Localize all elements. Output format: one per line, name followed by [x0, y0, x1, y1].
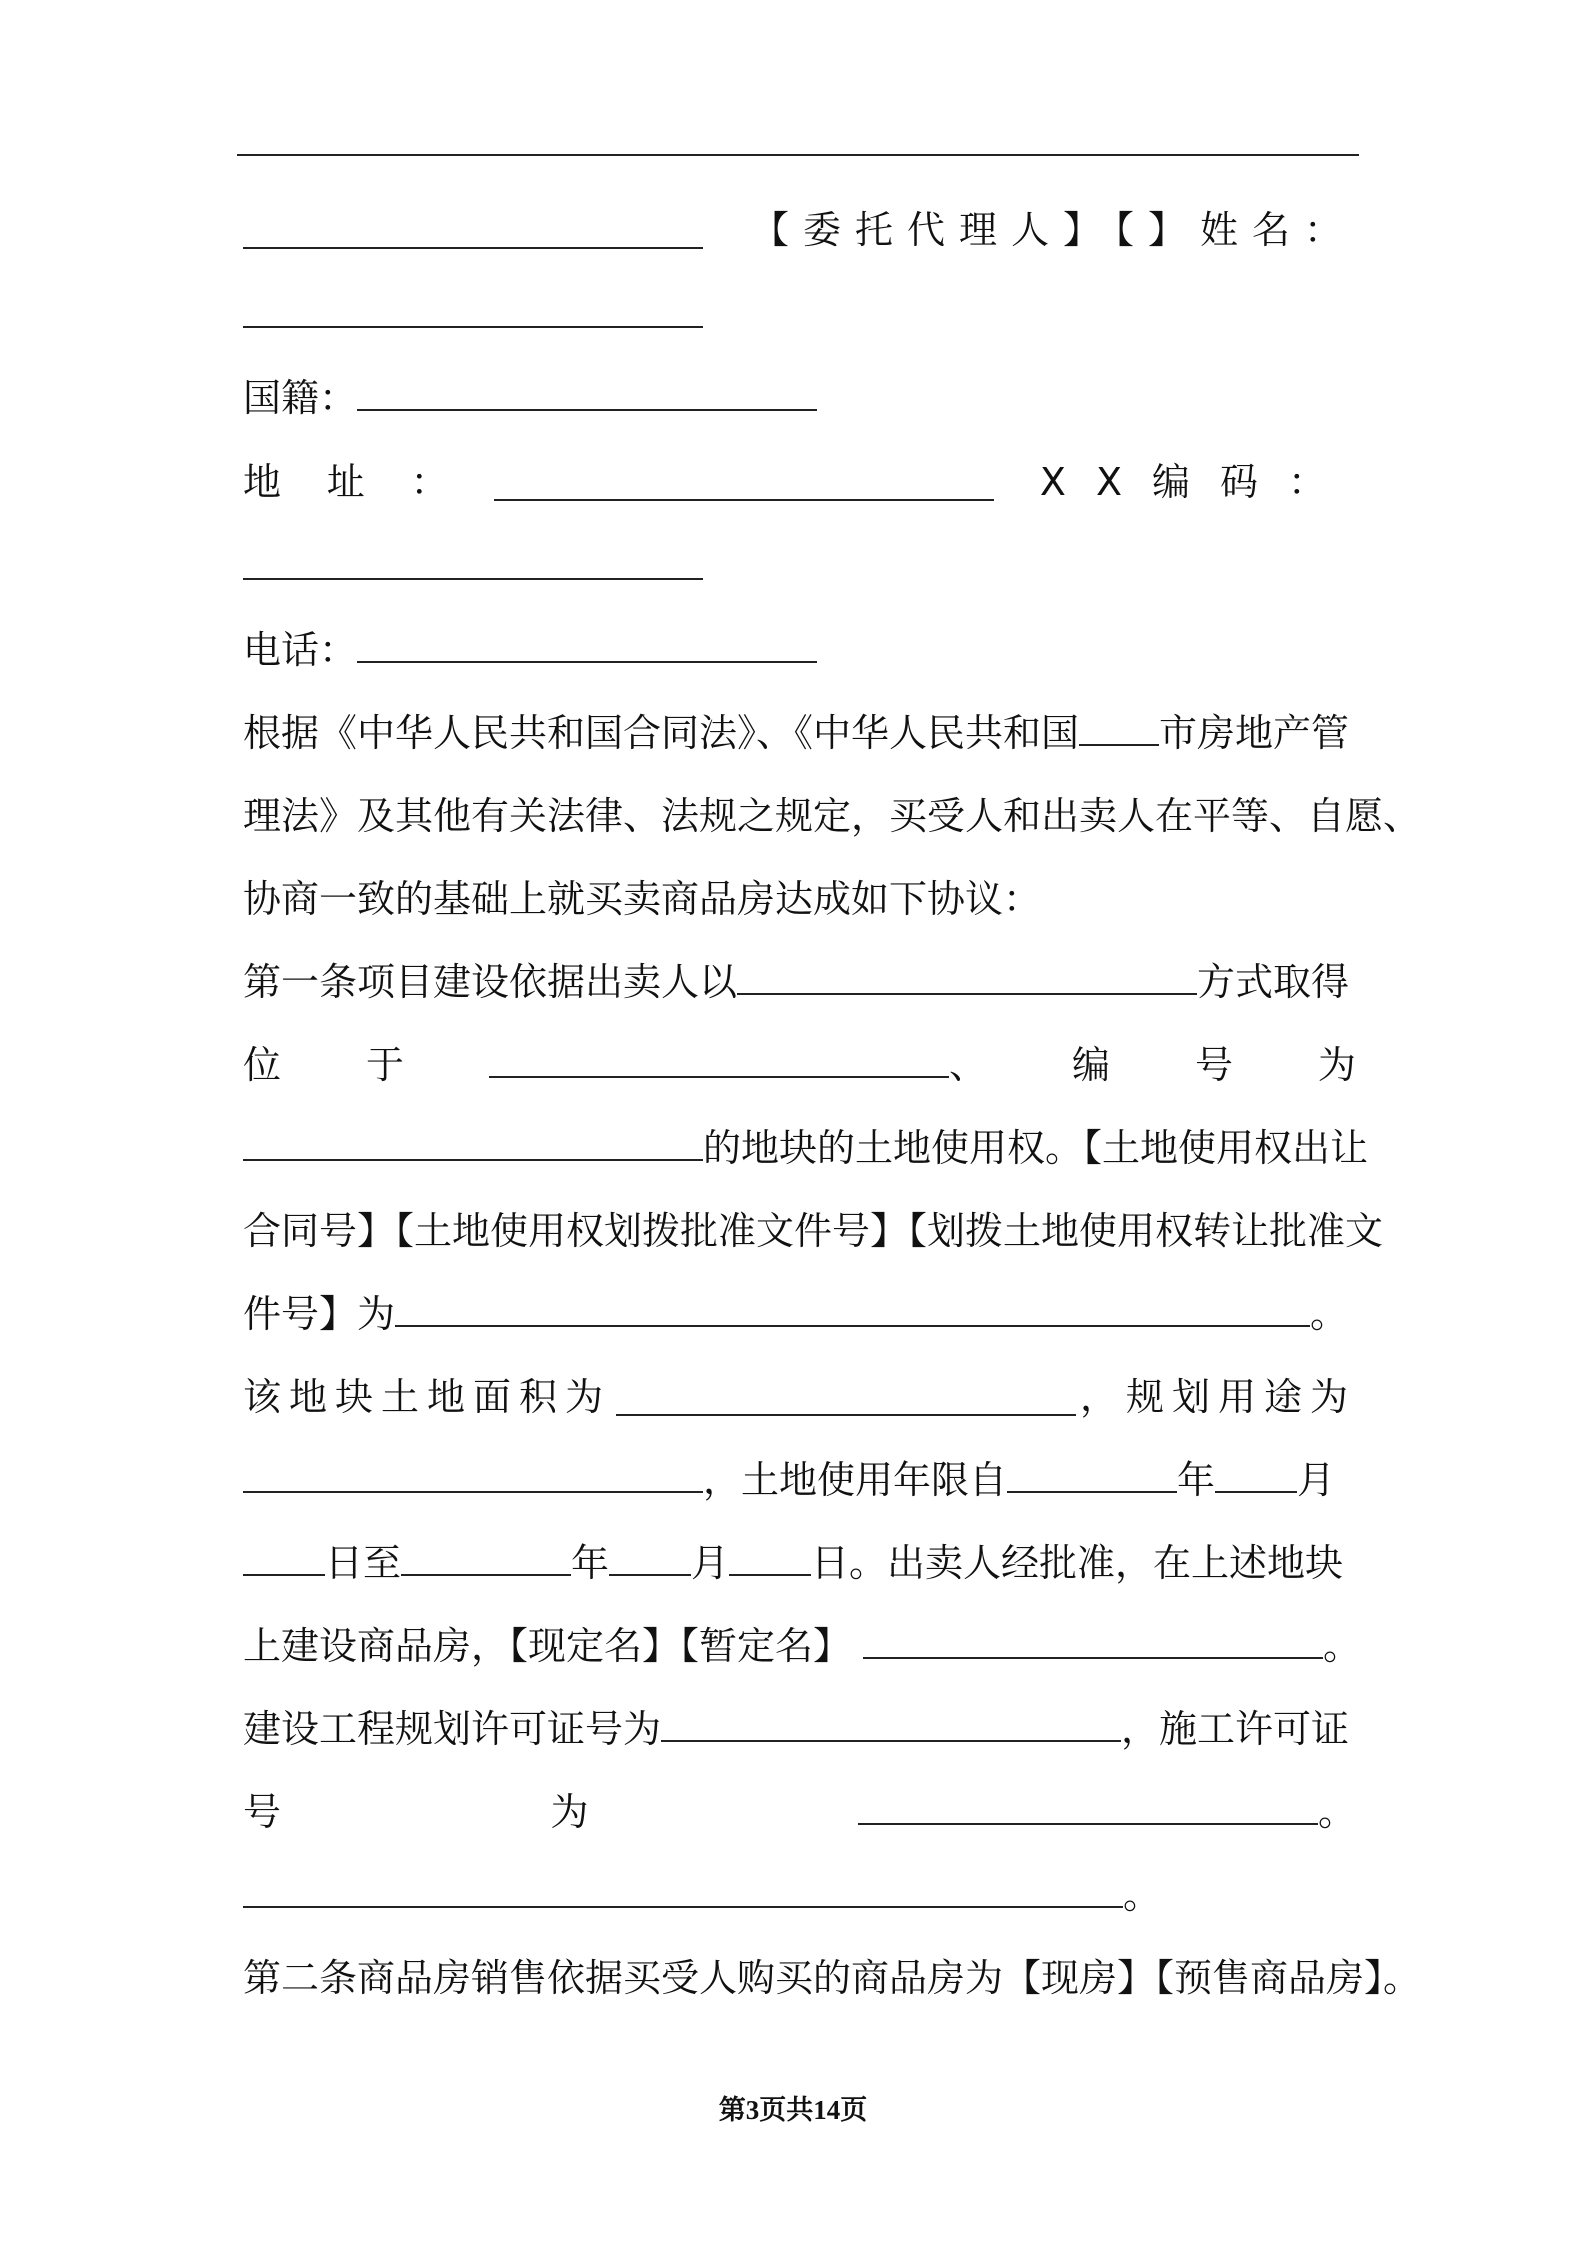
article1-line-7 — [243, 1450, 1356, 1510]
zip-label: XX编码： — [1039, 460, 1356, 504]
end-year-blank[interactable] — [401, 1538, 571, 1576]
article1-text-8b: 日。出卖人经批准，在上述地块 — [811, 1541, 1344, 1585]
location-blank[interactable] — [489, 1040, 949, 1078]
article1-heading: 第一条项目建设依据出卖人以 — [243, 960, 738, 1004]
land-area-blank[interactable] — [616, 1378, 1076, 1416]
end-month-blank[interactable] — [609, 1538, 691, 1576]
construction-permit-label: ，施工许可证 — [1121, 1707, 1350, 1751]
preamble-line-1 — [243, 703, 1356, 763]
continuation-blank[interactable] — [243, 1870, 1123, 1908]
agent-name-blank[interactable] — [243, 290, 703, 328]
agent-blank[interactable] — [243, 211, 703, 249]
preamble-text-3: 协商一致的基础上就买卖商品房达成如下协议： — [243, 877, 1042, 921]
start-day-blank[interactable] — [243, 1538, 325, 1576]
preamble-line-3 — [243, 869, 1356, 929]
article2-line-1 — [243, 1948, 1422, 2008]
period-mark: 。 — [1323, 1624, 1362, 1668]
planning-permit-blank[interactable] — [661, 1704, 1121, 1742]
zip-blank[interactable] — [243, 542, 703, 580]
article1-text-3: 的地块的土地使用权。【土地使用权出让 — [703, 1126, 1369, 1170]
nationality-line — [243, 368, 1356, 428]
project-name-blank[interactable] — [863, 1621, 1323, 1659]
construction-permit-blank[interactable] — [858, 1787, 1318, 1825]
phone-blank[interactable] — [357, 625, 817, 663]
phone-line — [243, 620, 1356, 680]
period-mark: 。 — [1310, 1292, 1349, 1336]
month-char-2: 月 — [691, 1541, 730, 1585]
text-wei2: 为 — [1317, 1043, 1356, 1087]
address-char-3: ： — [410, 460, 449, 504]
address-line — [243, 452, 1356, 512]
header-rule — [237, 154, 1359, 156]
parcel-number-blank[interactable] — [243, 1123, 703, 1161]
planning-permit-label: 建设工程规划许可证号为 — [243, 1707, 662, 1751]
year-char-1: 年 — [1177, 1458, 1216, 1502]
text-wei-3: 为 — [550, 1790, 589, 1834]
text-yu: 于 — [365, 1043, 404, 1087]
address-blank[interactable] — [494, 463, 994, 501]
year-char-2: 年 — [571, 1541, 610, 1585]
nationality-blank[interactable] — [357, 373, 817, 411]
period-mark: 。 — [1317, 1790, 1356, 1834]
contract-number-blank[interactable] — [395, 1289, 1310, 1327]
preamble-text-2: 理法》及其他有关法律、法规之规定，买受人和出卖人在平等、自愿、 — [243, 794, 1422, 838]
address-char-2: 址 — [326, 460, 365, 504]
article1-text-5a: 件号】为 — [243, 1292, 396, 1336]
acquire-method-blank[interactable] — [737, 957, 1197, 995]
location-group — [489, 1035, 987, 1095]
start-month-blank[interactable] — [1215, 1455, 1297, 1493]
article1-line-11 — [243, 1782, 1356, 1842]
text-comma: 、 — [948, 1043, 987, 1087]
article1-line-3 — [243, 1118, 1369, 1178]
land-term-label: ，土地使用年限自 — [703, 1458, 1008, 1502]
page-number: 第3页共14页 — [718, 2095, 868, 2125]
text-hao: 号 — [1194, 1043, 1233, 1087]
address-char-1: 地 — [243, 460, 282, 504]
article1-line-4 — [243, 1201, 1384, 1261]
article1-text-1b: 方式取得 — [1197, 960, 1350, 1004]
article1-line-10 — [243, 1699, 1356, 1759]
agent-line — [243, 200, 1356, 260]
construction-permit-group — [858, 1782, 1356, 1842]
article1-text-4: 合同号】【土地使用权划拨批准文件号】【划拨土地使用权转让批准文 — [243, 1209, 1384, 1253]
text-wei: 位 — [243, 1043, 282, 1087]
article1-line-6 — [243, 1367, 1356, 1427]
text-hao-2: 号 — [243, 1790, 282, 1834]
phone-label: 电话： — [243, 628, 358, 672]
preamble-text-1b: 市房地产管 — [1159, 711, 1350, 755]
city-blank[interactable] — [1079, 708, 1159, 746]
article1-line-1 — [243, 952, 1356, 1012]
nationality-label: 国籍： — [243, 376, 358, 420]
agent-name-line — [243, 285, 1356, 345]
preamble-line-2 — [243, 786, 1422, 846]
article2-heading: 第二条商品房销售依据买受人购买的商品房为【现房】【预售商品房】。 — [243, 1956, 1422, 2000]
article1-line-12 — [243, 1865, 1356, 1925]
land-area-label: 该地块土地面积为 — [243, 1375, 612, 1419]
article1-line-9 — [243, 1616, 1362, 1676]
preamble-text-1a: 根据《中华人民共和国合同法》、《中华人民共和国 — [243, 711, 1080, 755]
article1-line-2 — [243, 1035, 1356, 1095]
agent-label: 【委托代理人】【】姓名： — [750, 208, 1356, 252]
article1-line-8 — [243, 1533, 1356, 1593]
article1-line-5 — [243, 1284, 1356, 1344]
start-year-blank[interactable] — [1007, 1455, 1177, 1493]
period-mark: 。 — [1123, 1873, 1162, 1917]
text-bian: 编 — [1071, 1043, 1110, 1087]
zip-line — [243, 537, 1356, 597]
day-to-label: 日至 — [325, 1541, 402, 1585]
month-char-1: 月 — [1297, 1458, 1336, 1502]
planned-use-label: ，规划用途为 — [1079, 1375, 1356, 1419]
end-day-blank[interactable] — [729, 1538, 811, 1576]
article1-text-9a: 上建设商品房，【现定名】【暂定名】 — [243, 1624, 852, 1668]
planned-use-blank[interactable] — [243, 1455, 703, 1493]
